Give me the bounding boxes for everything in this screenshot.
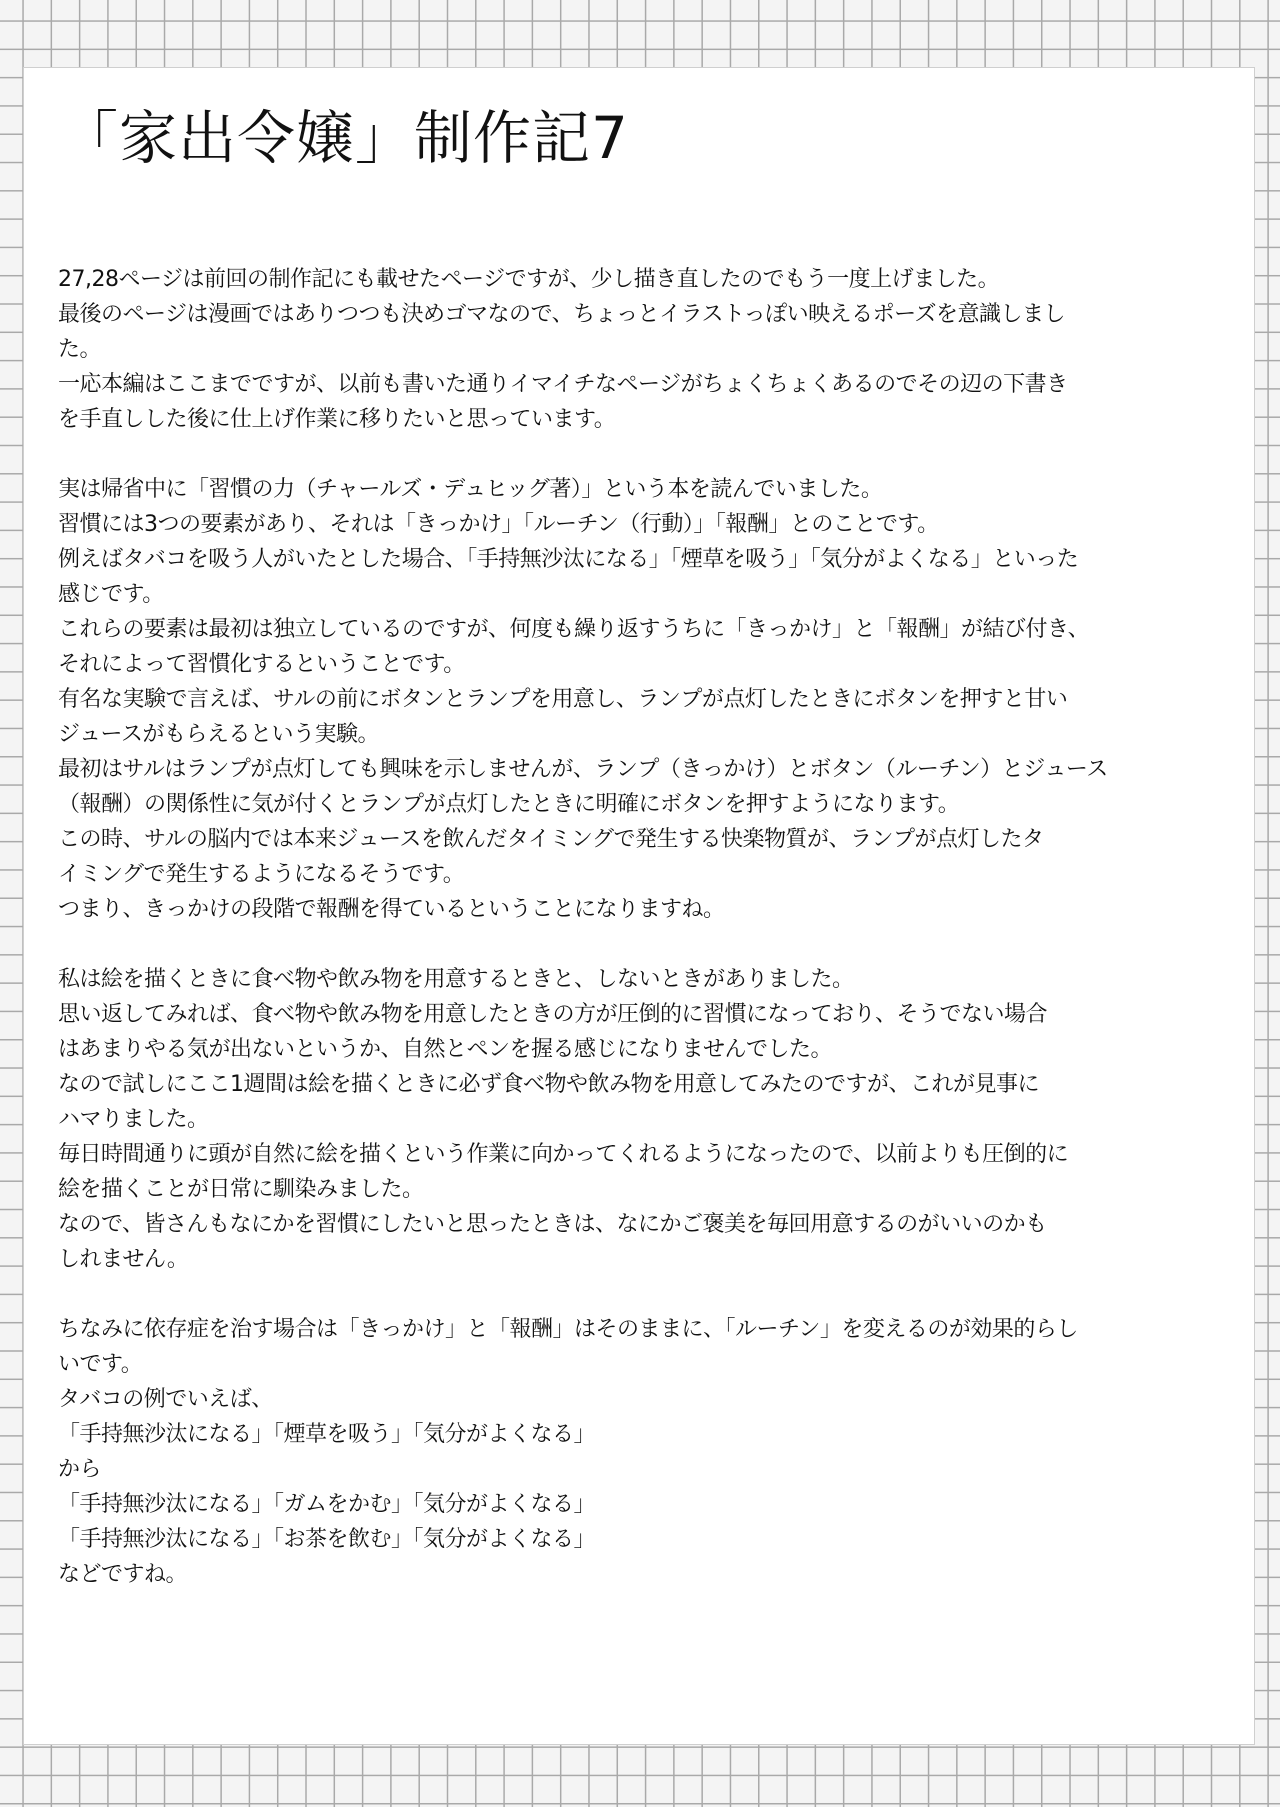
text-line: ちなみに依存症を治す場合は「きっかけ」と「報酬」はそのままに、「ルーチン」を変えるのが効果的らし xyxy=(58,1317,1078,1342)
text-line: これらの要素は最初は独立しているのですが、何度も繰り返すうちに「きっかけ」と「報酬」が結び付き、 xyxy=(58,617,1090,642)
text-line: 実は帰省中に「習慣の力（チャールズ・デュヒッグ著）」という本を読んでいました。 xyxy=(58,477,883,502)
paragraph xyxy=(58,1312,1198,1592)
text-line: 最初はサルはランプが点灯しても興味を示しませんが、ランプ（きっかけ）とボタン（ルーチン）とジュース xyxy=(58,757,1108,782)
text-line: はあまりやる気が出ないというか、自然とペンを握る感じになりませんでした。 xyxy=(58,1037,833,1062)
text-line: を手直しした後に仕上げ作業に移りたいと思っています。 xyxy=(58,407,616,432)
text-line: 感じです。 xyxy=(58,582,164,607)
text-line: 最後のページは漫画ではありつつも決めゴマなので、ちょっとイラストっぽい映えるポーズを意識しまし xyxy=(58,302,1065,327)
text-line: それによって習慣化するということです。 xyxy=(58,652,465,677)
text-line: た。 xyxy=(58,337,102,362)
page-title: 「家出令嬢」制作記7 xyxy=(60,104,629,172)
text-line: なので試しにここ1週間は絵を描くときに必ず食べ物や飲み物を用意してみたのですが、これが見事に xyxy=(58,1072,1040,1097)
text-line: （報酬）の関係性に気が付くとランプが点灯したときに明確にボタンを押すようになります。 xyxy=(58,792,960,817)
text-line: しれません。 xyxy=(58,1247,189,1272)
text-line: 毎日時間通りに頭が自然に絵を描くという作業に向かってくれるようになったので、以前よりも圧倒的に xyxy=(58,1142,1069,1167)
paragraph xyxy=(58,262,1198,437)
text-line: つまり、きっかけの段階で報酬を得ているということになりますね。 xyxy=(58,897,725,922)
text-line: いです。 xyxy=(58,1352,143,1377)
text-line: ハマりました。 xyxy=(58,1107,209,1132)
text-line: 私は絵を描くときに食べ物や飲み物を用意するときと、しないときがありました。 xyxy=(58,967,854,992)
text-line: 思い返してみれば、食べ物や飲み物を用意したときの方が圧倒的に習慣になっており、そうでない場合 xyxy=(58,1002,1048,1027)
text-line: 有名な実験で言えば、サルの前にボタンとランプを用意し、ランプが点灯したときにボタンを押すと甘い xyxy=(58,687,1068,712)
text-line: ジュースがもらえるという実験。 xyxy=(58,722,379,747)
text-line: などですね。 xyxy=(58,1562,188,1587)
text-line: 例えばタバコを吸う人がいたとした場合、「手持無沙汰になる」「煙草を吸う」「気分がよくなる」といった xyxy=(58,547,1079,572)
text-line: 「手持無沙汰になる」「煙草を吸う」「気分がよくなる」 xyxy=(58,1422,596,1447)
text-line: 27,28ページは前回の制作記にも載せたページですが、少し描き直したのでもう一度上げました。 xyxy=(58,267,1000,292)
text-line: なので、皆さんもなにかを習慣にしたいと思ったときは、なにかご褒美を毎回用意するのがいいのかも xyxy=(58,1212,1047,1237)
paragraph xyxy=(58,472,1198,927)
text-line: 習慣には3つの要素があり、それは「きっかけ」「ルーチン（行動）」「報酬」とのことです。 xyxy=(58,512,939,537)
text-line: タバコの例でいえば、 xyxy=(58,1387,273,1412)
text-line: 一応本編はここまでですが、以前も書いた通りイマイチなページがちょくちょくあるのでその辺の下書き xyxy=(58,372,1068,397)
text-line: 「手持無沙汰になる」「ガムをかむ」「気分がよくなる」 xyxy=(58,1492,596,1517)
text-line: この時、サルの脳内では本来ジュースを飲んだタイミングで発生する快楽物質が、ランプが点灯したタ xyxy=(58,827,1044,852)
article-body xyxy=(58,262,1198,1627)
paragraph xyxy=(58,962,1198,1277)
text-line: 絵を描くことが日常に馴染みました。 xyxy=(58,1177,424,1202)
text-line: 「手持無沙汰になる」「お茶を飲む」「気分がよくなる」 xyxy=(58,1527,596,1552)
text-line: から xyxy=(58,1457,102,1482)
text-line: イミングで発生するようになるそうです。 xyxy=(58,862,465,887)
